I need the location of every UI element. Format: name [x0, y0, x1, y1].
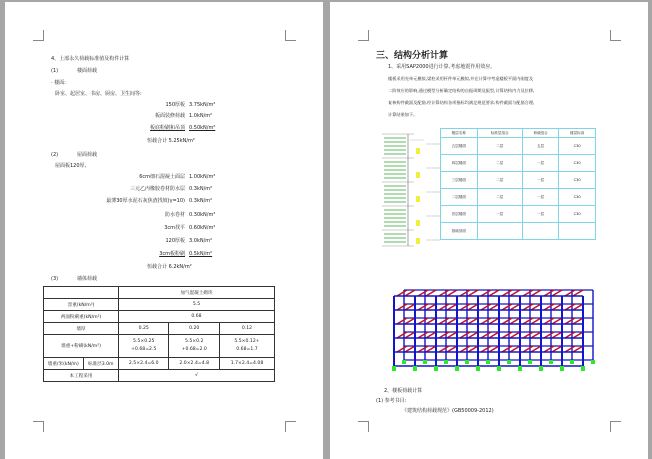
- storey-elevation-diagram: [380, 128, 424, 260]
- load-total: 恒载合计 5.25kN/m²: [147, 138, 195, 144]
- table-cell: 一层: [522, 172, 559, 189]
- table-cell: 0.68: [119, 311, 275, 323]
- table-cell: 基础顶面: [441, 223, 478, 240]
- table-row: [44, 323, 275, 335]
- para-head: · 楼面:: [51, 80, 66, 86]
- support-mark: [444, 360, 448, 364]
- load-total: 恒载合计 6.2kN/m²: [147, 264, 192, 270]
- load-value: 0.3kN/m²: [189, 198, 213, 204]
- table-cell: C30: [559, 206, 596, 223]
- table-cell: [522, 223, 559, 240]
- table-cell: [477, 223, 522, 240]
- table-row: [44, 358, 275, 370]
- section-title: 4、上部永久荷载标准值及构件计算: [51, 56, 130, 62]
- table-cell: 一层: [522, 155, 559, 172]
- table-cell: 二层: [477, 189, 522, 206]
- table-cell: 四层楼面: [441, 155, 478, 172]
- support-mark: [560, 366, 564, 371]
- table-row: [441, 223, 596, 240]
- support-mark: [455, 366, 459, 371]
- load-value: 3.0kN/m²: [189, 238, 213, 244]
- table-cell: C30: [559, 155, 596, 172]
- load-value: 1.00kN/m²: [189, 174, 216, 180]
- storey-table: [440, 128, 596, 240]
- load-label: 板底粉刷和吊顶: [149, 125, 185, 131]
- load-label: 3cm板粉刷: [159, 251, 185, 257]
- table-row-label: 墙重+粉刷(kN/m²): [44, 335, 119, 358]
- table-cell: [559, 223, 596, 240]
- table-cell: √: [119, 370, 275, 382]
- load-value: 0.3kN/m²: [189, 186, 213, 192]
- support-mark: [570, 360, 574, 364]
- table-cell: 五层楼面: [441, 138, 478, 155]
- table-cell: 5.5×0.12+ 0.68=1.7: [219, 335, 274, 358]
- support-mark: [528, 360, 532, 364]
- crop-mark: [285, 30, 296, 41]
- support-mark: [423, 360, 427, 364]
- table-row-label: 本工程采用: [44, 370, 119, 382]
- table-cell: 0.20: [169, 323, 219, 335]
- load-value: 0.30kN/m²: [189, 212, 216, 218]
- support-mark: [581, 366, 585, 371]
- load-value: 1.0kN/m²: [189, 113, 213, 119]
- paragraph: 2、楼板荷载计算: [384, 388, 423, 394]
- table-row: [44, 335, 275, 358]
- left-page: [5, 2, 323, 459]
- table-cell: 1.7×2.4=4.08: [219, 358, 274, 370]
- para-desc: 卧室、起居室、书房、厨房、卫生间等:: [55, 91, 142, 97]
- table-header-cell: 楼层标高: [559, 129, 596, 138]
- table-cell: 一层: [522, 189, 559, 206]
- table-cell: 5.5×0.2 +0.68=2.0: [169, 335, 219, 358]
- wall-load-table: [43, 286, 275, 382]
- table-header-cell: 楼层名称: [441, 129, 478, 138]
- table-row: [441, 129, 596, 138]
- paragraph-line: 二阶效应的影响,通过模型分析确定结构的自振周期及振型,计算结构内力及位移,: [388, 88, 535, 93]
- table-cell: 五层: [522, 138, 559, 155]
- table-row-label: 墙厚: [44, 323, 119, 335]
- paragraph: (1) 参考书目:: [376, 398, 407, 404]
- support-mark: [539, 366, 543, 371]
- table-cell: C30: [559, 138, 596, 155]
- paragraph: 1、采用SAP2000进行计算,考虑地震作用效应。: [388, 64, 496, 70]
- table-row: [44, 311, 275, 323]
- crop-mark: [33, 30, 44, 41]
- table-cell: 5.5: [119, 299, 275, 311]
- table-row: [44, 299, 275, 311]
- load-label: 防水卷材: [164, 212, 185, 218]
- paragraph-line: 复核构件截面及配筋,经计算结构各项指标均满足规范要求,构件截面与配筋合理,: [388, 100, 535, 105]
- support-mark: [434, 366, 438, 371]
- table-row-label: 墙重/米(kN/m): [44, 358, 84, 370]
- support-mark: [518, 366, 522, 371]
- support-mark: [402, 360, 406, 364]
- support-mark: [507, 360, 511, 364]
- roof-intro: 屋面板120厚,: [55, 163, 87, 169]
- load-value: 3.75kN/m²: [189, 102, 216, 108]
- table-cell: 2.5×2.4=6.0: [119, 358, 169, 370]
- load-label: 三元乙丙橡胶卷材防水层: [129, 186, 185, 192]
- support-mark: [465, 360, 469, 364]
- load-value: 0.60kN/m²: [189, 225, 216, 231]
- support-mark: [549, 360, 553, 364]
- crop-mark: [610, 421, 621, 432]
- support-mark: [413, 366, 417, 371]
- table-cell: 二层楼面: [441, 189, 478, 206]
- load-label: 板面装修荷载: [154, 113, 185, 119]
- table-row: [44, 370, 275, 382]
- table-cell: 二层: [477, 172, 522, 189]
- crop-mark: [33, 421, 44, 432]
- table-cell: 一层: [477, 206, 522, 223]
- storey-leader-lines: [426, 138, 440, 258]
- table-row: [441, 172, 596, 189]
- table-cell: 一层: [522, 206, 559, 223]
- table-row-sublabel: 标准层3.0m: [83, 358, 118, 370]
- support-mark: [392, 366, 396, 371]
- table-row: [441, 155, 596, 172]
- table-header-cell: 标准层组合: [477, 129, 522, 138]
- table-row: [441, 138, 596, 155]
- paragraph-line: 计算结果如下。: [388, 112, 418, 117]
- table-row-label: 两面粉刷重(kN/m²): [44, 311, 119, 323]
- table-row: [44, 287, 275, 299]
- table-cell: 2.0×2.4=4.8: [169, 358, 219, 370]
- table-header-cell: 加气混凝土砌块: [119, 287, 275, 299]
- sub-heading: 屋面荷载: [77, 152, 98, 158]
- load-value: 0.5kN/m²: [189, 251, 213, 257]
- support-mark: [591, 360, 595, 364]
- sub-heading: 墙体荷载: [77, 276, 98, 282]
- table-cell: 5.5×0.25 +0.68=2.5: [119, 335, 169, 358]
- sub-heading-num: (3): [51, 276, 59, 282]
- sub-heading-num: (1): [51, 68, 59, 74]
- table-row: [441, 206, 596, 223]
- table-row: [441, 189, 596, 206]
- table-cell: 0.25: [119, 323, 169, 335]
- right-page: [330, 2, 648, 459]
- paragraph-line: 楼板采用壳单元模拟,梁柱采用杆件单元模拟,并在计算中考虑楼板平面内刚度及: [388, 76, 534, 81]
- load-label: 最薄30厚水泥石灰焦渣找坡(γ=10): [106, 198, 185, 204]
- structural-3d-model: [384, 280, 610, 376]
- table-cell: 二层: [477, 138, 522, 155]
- load-label: 6cm细石混凝土面层: [139, 174, 185, 180]
- table-cell: C30: [559, 189, 596, 206]
- table-header-cell: 荷载组合: [522, 129, 559, 138]
- table-cell: 三层楼面: [441, 172, 478, 189]
- load-label: 3cm找平: [164, 225, 185, 231]
- support-mark: [486, 360, 490, 364]
- paragraph: 《建筑结构荷载规范》(GB50009-2012): [402, 408, 494, 414]
- load-label: 120厚板: [165, 238, 185, 244]
- table-row-label: 容重(kN/m³): [44, 299, 119, 311]
- table-cell: 二层: [477, 155, 522, 172]
- crop-mark: [358, 421, 369, 432]
- load-value: 0.50kN/m²: [189, 125, 216, 131]
- sub-heading-num: (2): [51, 152, 59, 158]
- crop-mark: [358, 30, 369, 41]
- table-cell: C30: [559, 172, 596, 189]
- sub-heading: 楼面荷载: [77, 68, 98, 74]
- support-mark: [476, 366, 480, 371]
- load-label: 150厚板: [165, 102, 185, 108]
- table-cell: 首层楼面: [441, 206, 478, 223]
- table-cell: 0.12: [219, 323, 274, 335]
- crop-mark: [610, 30, 621, 41]
- table-cell: [44, 287, 119, 299]
- support-mark: [497, 366, 501, 371]
- crop-mark: [285, 421, 296, 432]
- section-title: 三、结构分析计算: [376, 51, 449, 61]
